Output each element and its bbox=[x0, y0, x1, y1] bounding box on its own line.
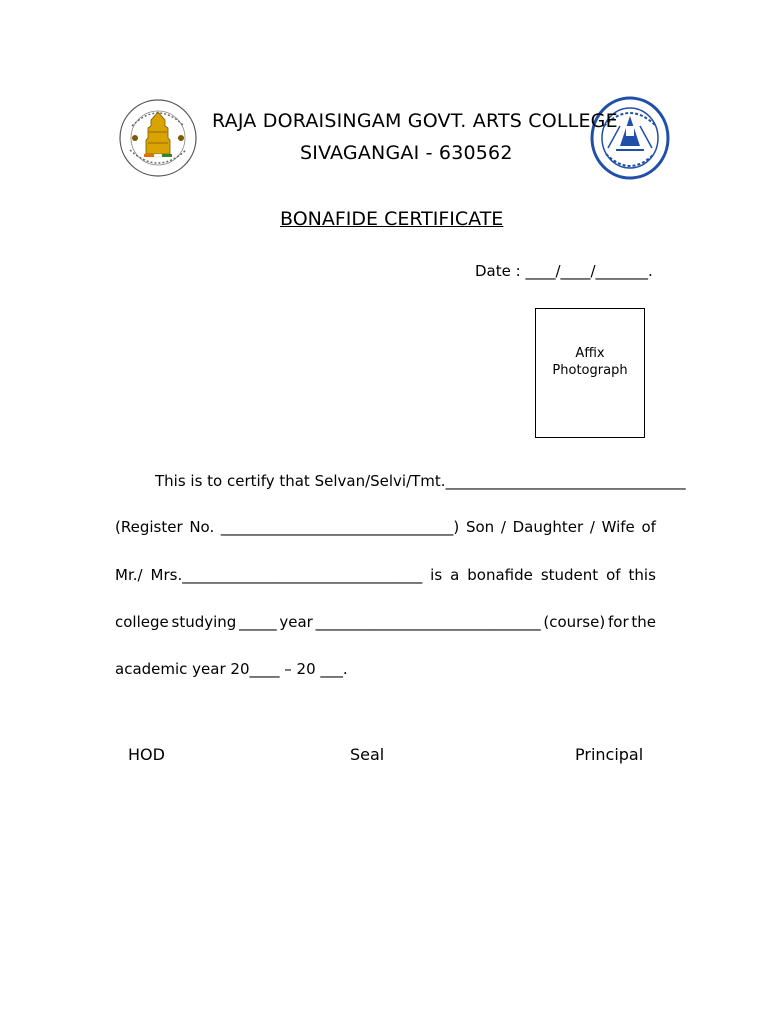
body-word: No. bbox=[189, 518, 215, 536]
date-field: Date : ____/____/_______. bbox=[475, 262, 653, 280]
body-word: Mrs.________________________________ bbox=[150, 566, 423, 584]
body-word: of bbox=[606, 566, 621, 584]
certificate-title: BONAFIDE CERTIFICATE bbox=[280, 208, 504, 230]
body-word: (Register bbox=[115, 518, 183, 536]
college-city: SIVAGANGAI - 630562 bbox=[300, 142, 513, 164]
body-word: college bbox=[115, 613, 169, 631]
body-word: / bbox=[500, 518, 506, 536]
body-line-register bbox=[115, 518, 656, 536]
body-word: for bbox=[607, 613, 629, 631]
college-seal-icon bbox=[590, 96, 670, 180]
body-word: student bbox=[540, 566, 599, 584]
body-word: studying bbox=[171, 613, 237, 631]
seal-label: Seal bbox=[350, 745, 385, 764]
body-line-parent bbox=[115, 566, 656, 584]
body-word: a bbox=[450, 566, 460, 584]
body-word: this bbox=[628, 566, 656, 584]
photo-label-line2: Photograph bbox=[552, 363, 628, 378]
photo-placeholder bbox=[535, 308, 645, 438]
body-word: / bbox=[589, 518, 595, 536]
body-word: year bbox=[279, 613, 313, 631]
body-word: of bbox=[641, 518, 656, 536]
photo-label-line1: Affix bbox=[575, 346, 605, 361]
body-line-course bbox=[115, 613, 656, 631]
tamil-nadu-emblem-icon bbox=[118, 98, 198, 178]
body-word: Son bbox=[465, 518, 495, 536]
body-word: Daughter bbox=[512, 518, 584, 536]
body-word: _______________________________) bbox=[220, 518, 460, 536]
body-word: ______________________________ bbox=[315, 613, 541, 631]
college-name: RAJA DORAISINGAM GOVT. ARTS COLLEGE bbox=[212, 110, 618, 132]
hod-signature-label: HOD bbox=[128, 745, 165, 764]
body-word: (course) bbox=[543, 613, 606, 631]
body-word: is bbox=[430, 566, 443, 584]
body-word: Mr./ bbox=[115, 566, 143, 584]
principal-signature-label: Principal bbox=[575, 745, 644, 764]
body-word: Wife bbox=[601, 518, 635, 536]
body-word: bonafide bbox=[467, 566, 533, 584]
body-word: the bbox=[631, 613, 656, 631]
body-line-certify: This is to certify that Selvan/Selvi/Tmt.________________________________ bbox=[155, 472, 686, 490]
body-line-academic-year: academic year 20____ – 20 ___. bbox=[115, 660, 348, 678]
body-word: _____ bbox=[239, 613, 277, 631]
